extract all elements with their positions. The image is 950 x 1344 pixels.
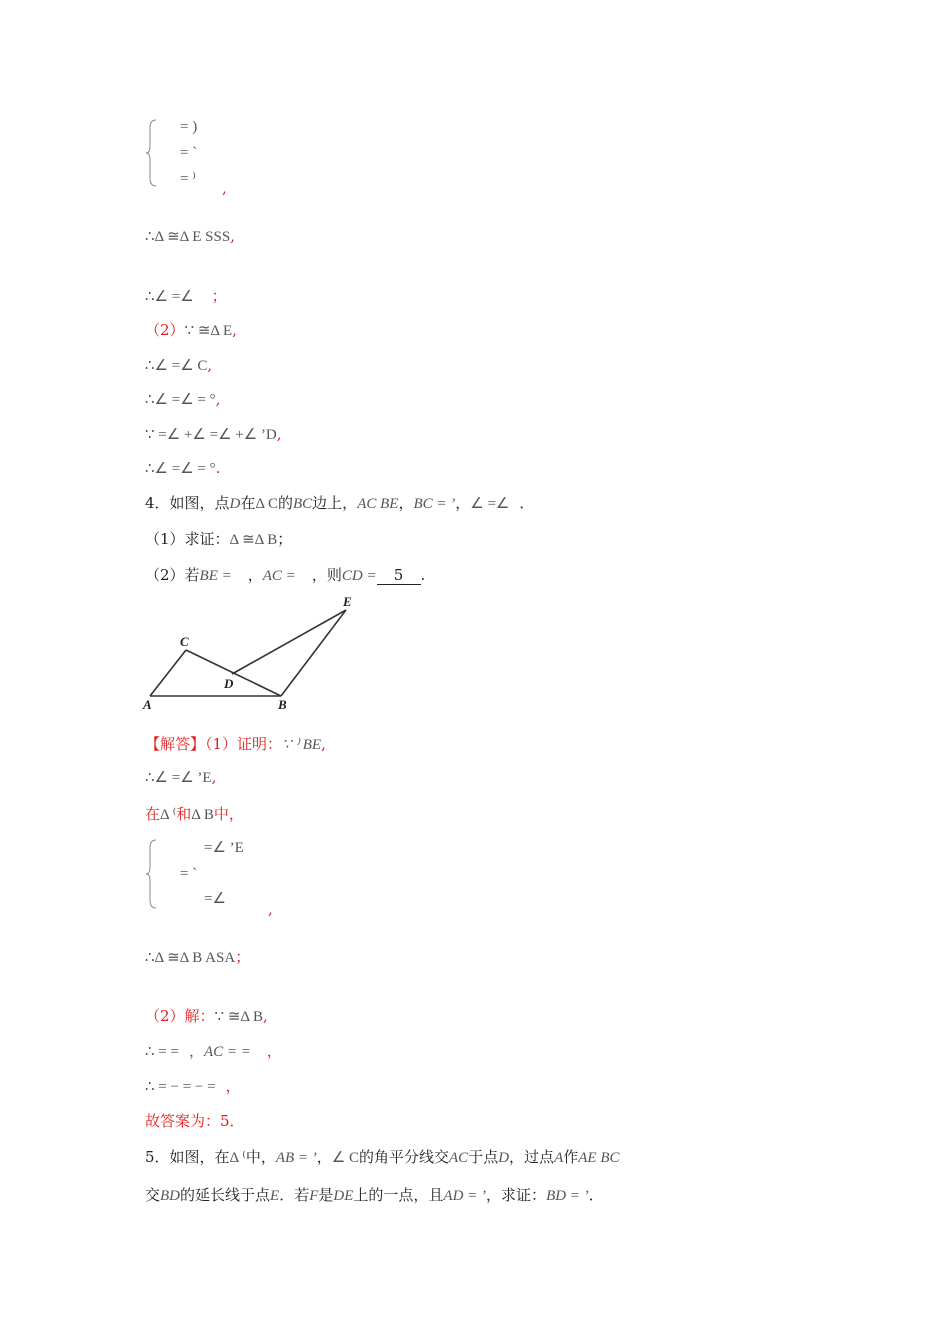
- math-var: BC: [293, 496, 313, 512]
- math-text: ∵ =∠ +∠ =∠ +∠ ’D: [145, 427, 277, 443]
- math-var: BD: [160, 1188, 181, 1204]
- text: ．若: [279, 1186, 310, 1204]
- question-4-part2: [145, 565, 425, 586]
- system-row: = ⁾: [180, 171, 196, 187]
- punct: ,: [211, 768, 217, 786]
- question-4-stem: [145, 493, 534, 514]
- geometry-figure: [140, 590, 370, 720]
- punct: ,: [222, 179, 227, 197]
- math-var: A: [554, 1150, 564, 1166]
- system-row: = ˋ: [180, 145, 198, 161]
- text: 在: [145, 805, 161, 823]
- text: ；: [277, 530, 293, 548]
- text: 边上，: [312, 494, 358, 512]
- text: 中，: [245, 1148, 276, 1166]
- punct: ；: [211, 287, 227, 305]
- text: 在: [240, 494, 256, 512]
- punct: ，: [266, 1042, 282, 1060]
- solution-line: [145, 734, 326, 755]
- punct: ，: [188, 1042, 204, 1060]
- math-text: ∠ =∠: [470, 496, 510, 512]
- text: （2）解：: [145, 1007, 215, 1025]
- text: ，则: [311, 566, 342, 584]
- math-text: ∠ C: [331, 1150, 359, 1166]
- text: （2）若: [145, 566, 200, 584]
- text: ．: [519, 494, 535, 512]
- solution-label: 【解答】（1）证明：: [145, 735, 283, 753]
- system-row: = ˋ: [180, 866, 198, 882]
- punct: ,: [321, 735, 326, 753]
- proof-line: [145, 389, 220, 410]
- question-5-line1: [145, 1147, 620, 1168]
- punct: .: [215, 459, 221, 477]
- math-var: F: [309, 1188, 319, 1204]
- part-label: （2）: [145, 321, 185, 339]
- text: 上的一点，且: [353, 1186, 444, 1204]
- text: ．: [588, 1186, 604, 1204]
- text: 作: [563, 1148, 579, 1166]
- segment-ac: [150, 650, 186, 696]
- text: .: [420, 566, 426, 584]
- system-row: = ): [180, 119, 198, 135]
- math-text: Δ ⁽: [160, 807, 177, 823]
- label-e: E: [343, 594, 352, 609]
- math-text: Δ ≅Δ B: [229, 532, 278, 548]
- math-text: ∵ ⁾ BE: [282, 737, 322, 753]
- math-text: AB = ’: [275, 1150, 317, 1166]
- punct: ，: [225, 1077, 241, 1095]
- math-text: AE BC: [578, 1150, 620, 1166]
- math-text: ∴ = − = − =: [145, 1079, 216, 1095]
- text: 的: [277, 494, 293, 512]
- label-c: C: [180, 634, 189, 649]
- left-brace-icon: [146, 118, 158, 188]
- math-text: ∴∠ =∠ = °: [145, 392, 216, 408]
- proof-line: [145, 355, 212, 376]
- math-text: ∴Δ ≅Δ E SSS: [145, 229, 231, 245]
- solution-line: [145, 1006, 268, 1027]
- punct: ,: [215, 390, 221, 408]
- math-text: BD = ’: [546, 1188, 589, 1204]
- text: 是: [318, 1186, 334, 1204]
- punct: ；: [235, 948, 251, 966]
- question-4-part1: [145, 529, 292, 550]
- math-text: ∵ ≅Δ E: [184, 323, 233, 339]
- text: 5．如图，在: [145, 1148, 230, 1166]
- math-text: Δ ⁽: [229, 1150, 246, 1166]
- math-text: AC =: [262, 568, 296, 584]
- system-brace-2: [146, 838, 158, 910]
- math-var: D: [498, 1150, 510, 1166]
- math-text: ∴∠ =∠ ’E: [145, 770, 212, 786]
- proof-line: [145, 424, 282, 445]
- math-text: ∴∠ =∠ C: [145, 358, 208, 374]
- text: 4．如图，点: [145, 494, 230, 512]
- math-text: ∵ ≅Δ B: [214, 1009, 263, 1025]
- segment-be: [281, 610, 346, 696]
- math-text: BE =: [199, 568, 232, 584]
- punct: ,: [230, 227, 235, 245]
- text: ，: [455, 494, 471, 512]
- punct: ,: [262, 1007, 268, 1025]
- math-text: AD = ’: [443, 1188, 487, 1204]
- text: ，求证：: [486, 1186, 547, 1204]
- text: 于点: [468, 1148, 499, 1166]
- text: 和: [176, 805, 192, 823]
- text: ，过点: [509, 1148, 555, 1166]
- solution-line: [145, 1041, 282, 1062]
- label-d: D: [224, 676, 234, 691]
- text: （1）求证：: [145, 530, 230, 548]
- math-text: ∴∠ =∠: [145, 289, 194, 305]
- math-text: ∴ = =: [145, 1044, 179, 1060]
- punct: ,: [276, 425, 282, 443]
- math-text: ∴Δ ≅Δ B ASA: [145, 950, 236, 966]
- text: ，: [398, 494, 414, 512]
- math-text: ∴∠ =∠ = °: [145, 461, 216, 477]
- system-row: =∠ ’E: [204, 840, 244, 856]
- math-text: CD =: [341, 568, 377, 584]
- math-text: BC = ’: [413, 496, 456, 512]
- math-var: E: [270, 1188, 280, 1204]
- question-5-line2: [145, 1185, 604, 1206]
- math-text: Δ C: [255, 496, 278, 512]
- solution-line: [145, 804, 244, 825]
- segment-de: [232, 610, 346, 674]
- part2-head: [145, 320, 237, 341]
- punct: ,: [207, 356, 213, 374]
- solution-line: [145, 947, 250, 968]
- text: 的角平分线交: [359, 1148, 450, 1166]
- text: ，: [316, 1148, 332, 1166]
- math-text: AC BE: [357, 496, 399, 512]
- text: 交: [145, 1186, 161, 1204]
- math-text: AC = =: [203, 1044, 251, 1060]
- label-b: B: [278, 697, 287, 712]
- math-var: D: [229, 496, 241, 512]
- answer-line: 故答案为：5．: [145, 1112, 245, 1130]
- punct: ,: [232, 321, 237, 339]
- proof-line: [145, 226, 235, 247]
- math-var: AC: [449, 1150, 469, 1166]
- answer-blank: 5: [377, 566, 421, 585]
- punct: ,: [268, 900, 273, 918]
- text: 中，: [213, 805, 244, 823]
- system-row: =∠: [204, 891, 226, 907]
- proof-line: [145, 458, 220, 479]
- text: 的延长线于点: [180, 1186, 271, 1204]
- left-brace-icon: [146, 838, 158, 910]
- math-var: DE: [333, 1188, 354, 1204]
- text: ，: [247, 566, 263, 584]
- solution-line: [145, 1076, 241, 1097]
- math-text: Δ B: [191, 807, 214, 823]
- system-brace-1: [146, 118, 158, 188]
- solution-line: [145, 767, 216, 788]
- label-a: A: [143, 697, 152, 712]
- proof-line: [145, 286, 227, 307]
